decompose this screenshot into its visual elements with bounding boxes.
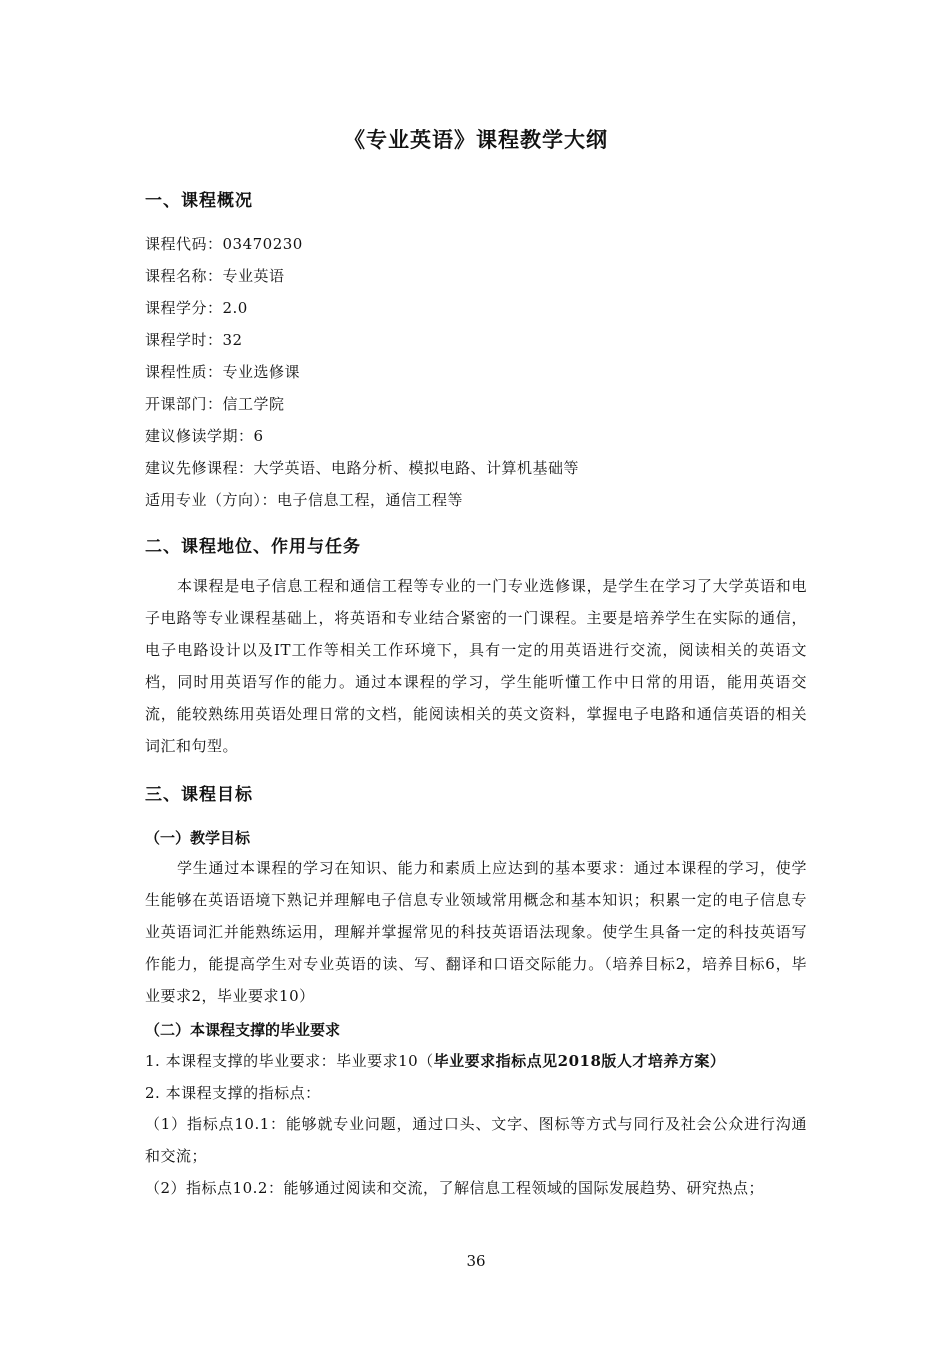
- requirement-item-1: [145, 1050, 725, 1071]
- page-number: 36: [466, 1252, 486, 1270]
- indicator-point-1: （1）指标点10.1：能够就专业问题，通过口头、文字、图标等方式与同行及社会公众进行沟通和交流；: [145, 1115, 807, 1165]
- graduation-requirements-heading: （二）本课程支撑的毕业要求: [145, 1021, 341, 1039]
- course-nature: 课程性质：专业选修课: [145, 363, 301, 381]
- course-department: 开课部门：信工学院: [145, 395, 285, 413]
- course-name: 课程名称：专业英语: [145, 267, 285, 285]
- indicator-point-2: （2）指标点10.2：能够通过阅读和交流，了解信息工程领域的国际发展趋势、研究热点；: [145, 1179, 764, 1197]
- course-prerequisites: 建议先修课程：大学英语、电路分析、模拟电路、计算机基础等: [145, 459, 580, 477]
- document-title: 《专业英语》课程教学大纲: [344, 127, 608, 152]
- requirement-item-1-bold: 毕业要求指标点见2018版人才培养方案）: [433, 1052, 726, 1070]
- section-1-heading: 一、课程概况: [145, 191, 253, 211]
- section-2-heading: 二、课程地位、作用与任务: [145, 537, 361, 557]
- teaching-goals-paragraph: 学生通过本课程的学习在知识、能力和素质上应达到的基本要求：通过本课程的学习，使学生能够在英语语境下熟记并理解电子信息专业领域常用概念和基本知识；积累一定的电子信息专业英语词汇并能熟练运用，理解并掌握常见的科技英语语法现象。使学生具备一定的科技英语写作能力，能提高学生对专业英语的读、写、翻译和口语交际能力。（培养目标2，培养目标6，毕业要求2，毕业要求10）: [145, 859, 807, 1005]
- section-2-paragraph: 本课程是电子信息工程和通信工程等专业的一门专业选修课，是学生在学习了大学英语和电子电路等专业课程基础上，将英语和专业结合紧密的一门课程。主要是培养学生在实际的通信，电子电路设计以及IT工作等相关工作环境下，具有一定的用英语进行交流，阅读相关的英语文档，同时用英语写作的能力。通过本课程的学习，学生能听懂工作中日常的用语，能用英语交流，能较熟练用英语处理日常的文档，能阅读相关的英文资料，掌握电子电路和通信英语的相关词汇和句型。: [145, 577, 807, 755]
- requirement-item-1-text: 1. 本课程支撑的毕业要求：毕业要求10（: [145, 1052, 434, 1070]
- requirement-item-2: 2. 本课程支撑的指标点：: [145, 1084, 321, 1102]
- course-semester: 建议修读学期：6: [145, 427, 264, 445]
- section-3-heading: 三、课程目标: [145, 785, 253, 805]
- course-code: 课程代码：03470230: [145, 235, 303, 253]
- course-credit: 课程学分：2.0: [145, 299, 248, 317]
- course-hours: 课程学时：32: [145, 331, 243, 349]
- course-majors: 适用专业（方向）：电子信息工程，通信工程等: [145, 491, 464, 509]
- teaching-goals-heading: （一）教学目标: [145, 829, 251, 847]
